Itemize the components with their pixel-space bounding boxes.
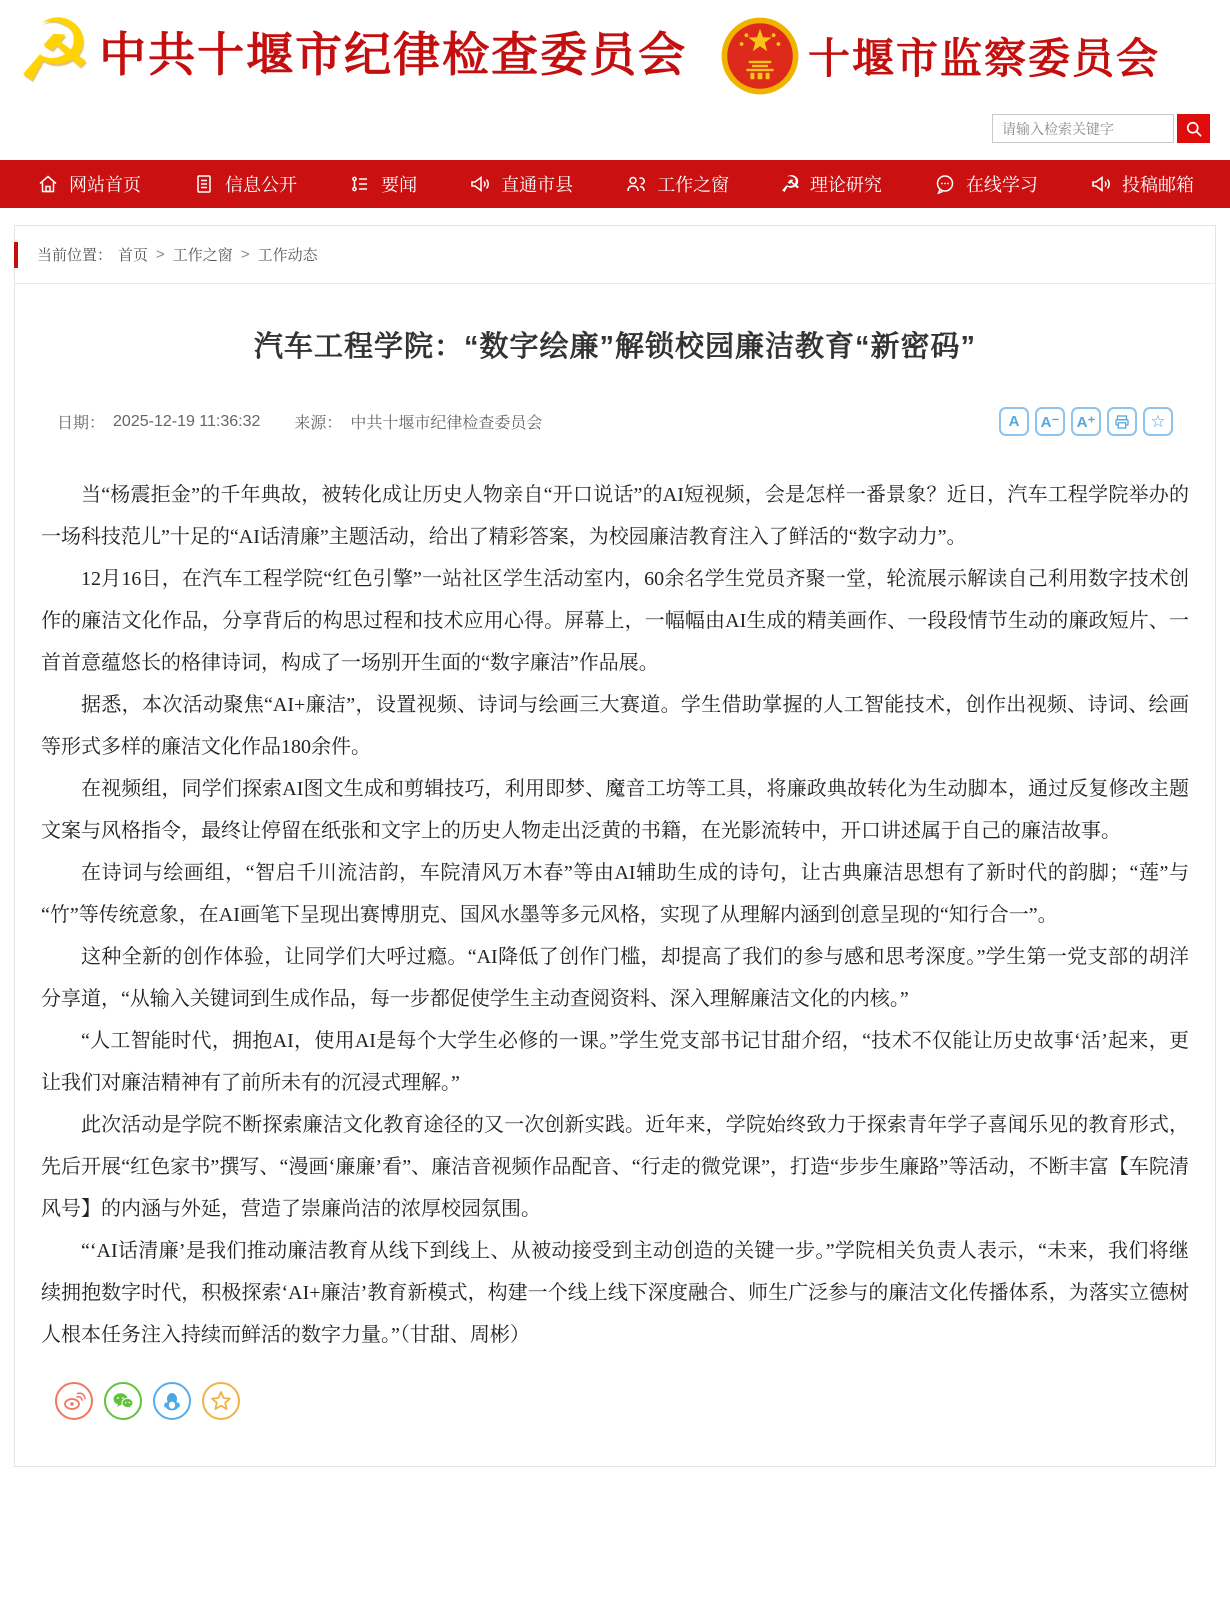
article-body (15, 474, 1215, 1356)
source-label: 来源： (294, 415, 343, 432)
share-weibo-button[interactable] (55, 1382, 93, 1420)
font-tools (999, 407, 1173, 436)
font-increase-button[interactable]: A⁺ (1071, 407, 1101, 436)
source-value: 中共十堰市纪律检查委员会 (350, 415, 543, 432)
breadcrumb-separator: > (240, 246, 250, 263)
site-title-left: 中共十堰市纪律检查委员会 (99, 29, 688, 82)
nav-label: 网站首页 (69, 175, 141, 195)
nav-item-home[interactable] (36, 171, 141, 197)
favorite-button[interactable] (1143, 407, 1173, 436)
nav-label: 工作之窗 (657, 175, 730, 195)
article-paragraph: 当“杨震拒金”的千年典故，被转化成让历史人物亲自“开口说话”的AI短视频，会是怎样一番景象？近日，汽车工程学院举办的一场科技范儿”十足的“AI话清廉”主题活动，给出了精彩答案，为校园廉洁教育注入了鲜活的“数字动力”。 (41, 484, 1189, 548)
breadcrumb-separator: > (156, 246, 165, 263)
brand-right (720, 16, 1160, 96)
hammer-sickle-icon: ☭ (780, 170, 801, 197)
weibo-icon (62, 1389, 86, 1413)
page-title: 汽车工程学院：“数字绘廉”解锁校园廉洁教育“新密码” (253, 331, 976, 363)
article-paragraph: 据悉，本次活动聚焦“AI+廉洁”，设置视频、诗词与绘画三大赛道。学生借助掌握的人工智能技术，创作出视频、诗词、绘画等形式多样的廉洁文化作品180余件。 (41, 694, 1189, 758)
nav-item-news[interactable] (348, 171, 417, 197)
breadcrumb-item-home[interactable]: 首页 (118, 247, 149, 264)
share-qq-button[interactable] (153, 1382, 191, 1420)
people-icon (624, 172, 648, 196)
font-decrease-button[interactable]: A⁻ (1035, 407, 1065, 436)
hammer-sickle-emblem-icon: ☭ (16, 3, 94, 99)
article-meta (15, 407, 1215, 436)
search-input[interactable] (992, 114, 1174, 143)
article-paragraph: 此次活动是学院不断探索廉洁文化教育途径的又一次创新实践。近年来，学院始终致力于探索青年学子喜闻乐见的教育形式，先后开展“红色家书”撰写、“漫画‘廉廉’看”、廉洁音视频作品配音、“行走的微党课”，打造“步步生廉路”等活动，不断丰富【车院清风号】的内涵与外延，营造了崇廉尚洁的浓厚校园氛围。 (41, 1114, 1189, 1220)
share-wechat-button[interactable] (104, 1382, 142, 1420)
nav-label: 直通市县 (501, 175, 574, 195)
main-nav (0, 160, 1230, 208)
nav-label: 理论研究 (809, 175, 882, 195)
nav-item-theory-research[interactable] (780, 171, 882, 197)
print-button[interactable] (1107, 407, 1137, 436)
breadcrumb-item-work-dynamics[interactable]: 工作动态 (257, 247, 318, 264)
article-paragraph: 这种全新的创作体验，让同学们大呼过瘾。“AI降低了创作门槛，却提高了我们的参与感和思考深度。”学生第一党支部的胡洋分享道，“从输入关键词到生成作品，每一步都促使学生主动查阅资料、深入理解廉洁文化的内核。” (41, 946, 1189, 1010)
qq-icon (160, 1389, 184, 1413)
content-container (14, 225, 1216, 1467)
share-bar (55, 1382, 1215, 1420)
wechat-icon (111, 1389, 135, 1413)
list-icon (348, 172, 372, 196)
nav-item-city-county[interactable] (468, 171, 573, 197)
article-paragraph: “‘AI话清廉’是我们推动廉洁教育从线下到线上、从被动接受到主动创造的关键一步。”学院相关负责人表示，“未来，我们将继续拥抱数字时代，积极探索‘AI+廉洁’教育新模式，构建一个线上线下深度融合、师生广泛参与的廉洁文化传播体系，为落实立德树人根本任务注入持续而鲜活的数字力量。”（甘甜、周彬） (41, 1240, 1189, 1346)
home-icon (36, 172, 60, 196)
nav-item-work-window[interactable] (624, 171, 729, 197)
breadcrumb-prefix: 当前位置： (37, 247, 113, 264)
nav-label: 信息公开 (225, 175, 298, 195)
nav-label: 投稿邮箱 (1121, 175, 1194, 195)
article-paragraph: 在诗词与绘画组，“智启千川流洁韵，车院清风万木春”等由AI辅助生成的诗句，让古典廉洁思想有了新时代的韵脚；“莲”与“竹”等传统意象，在AI画笔下呈现出赛博朋克、国风水墨等多元风格，实现了从理解内涵到创意呈现的“知行合一”。 (41, 862, 1189, 926)
nav-label: 要闻 (381, 175, 418, 195)
article-paragraph: “人工智能时代，拥抱AI，使用AI是每个大学生必修的一课。”学生党支部书记甘甜介绍，“技术不仅能让历史故事‘活’起来，更让我们对廉洁精神有了前所未有的沉浸式理解。” (41, 1030, 1189, 1094)
date-value: 2025-12-19 11:36:32 (113, 412, 261, 430)
megaphone-icon (468, 172, 492, 196)
article-paragraph: 在视频组，同学们探索AI图文生成和剪辑技巧，利用即梦、魔音工坊等工具，将廉政典故转化为生动脚本，通过反复修改主题文案与风格指令，最终让停留在纸张和文字上的历史人物走出泛黄的书籍，在光影流转中，开口讲述属于自己的廉洁故事。 (41, 778, 1189, 842)
chat-icon (933, 172, 957, 196)
breadcrumb-item-work-window[interactable]: 工作之窗 (172, 247, 233, 264)
search-button[interactable] (1177, 114, 1210, 143)
share-qzone-button[interactable] (202, 1382, 240, 1420)
nav-label: 在线学习 (965, 175, 1038, 195)
printer-icon (1113, 413, 1131, 431)
site-header (0, 0, 1230, 160)
star-icon: ☆ (1150, 411, 1166, 431)
nav-item-info-disclosure[interactable] (192, 171, 297, 197)
search-icon (1184, 119, 1204, 139)
date-label: 日期： (57, 415, 106, 432)
national-emblem-icon (720, 16, 800, 96)
breadcrumb (15, 226, 1215, 284)
font-default-button[interactable]: A (999, 407, 1029, 436)
search-bar (992, 114, 1210, 143)
megaphone-icon (1089, 172, 1113, 196)
qzone-star-icon (209, 1389, 233, 1413)
article-paragraph: 12月16日，在汽车工程学院“红色引擎”一站社区学生活动室内，60余名学生党员齐聚一堂，轮流展示解读自己利用数字技术创作的廉洁文化作品，分享背后的构思过程和技术应用心得。屏幕上，一幅幅由AI生成的精美画作、一段段情节生动的廉政短片、一首首意蕴悠长的格律诗词，构成了一场别开生面的“数字廉洁”作品展。 (41, 568, 1189, 674)
document-icon (192, 172, 216, 196)
nav-item-submission-mailbox[interactable] (1089, 171, 1194, 197)
brand-left (16, 3, 688, 99)
site-title-right: 十堰市监察委员会 (808, 37, 1161, 83)
nav-item-online-learning[interactable] (933, 171, 1038, 197)
